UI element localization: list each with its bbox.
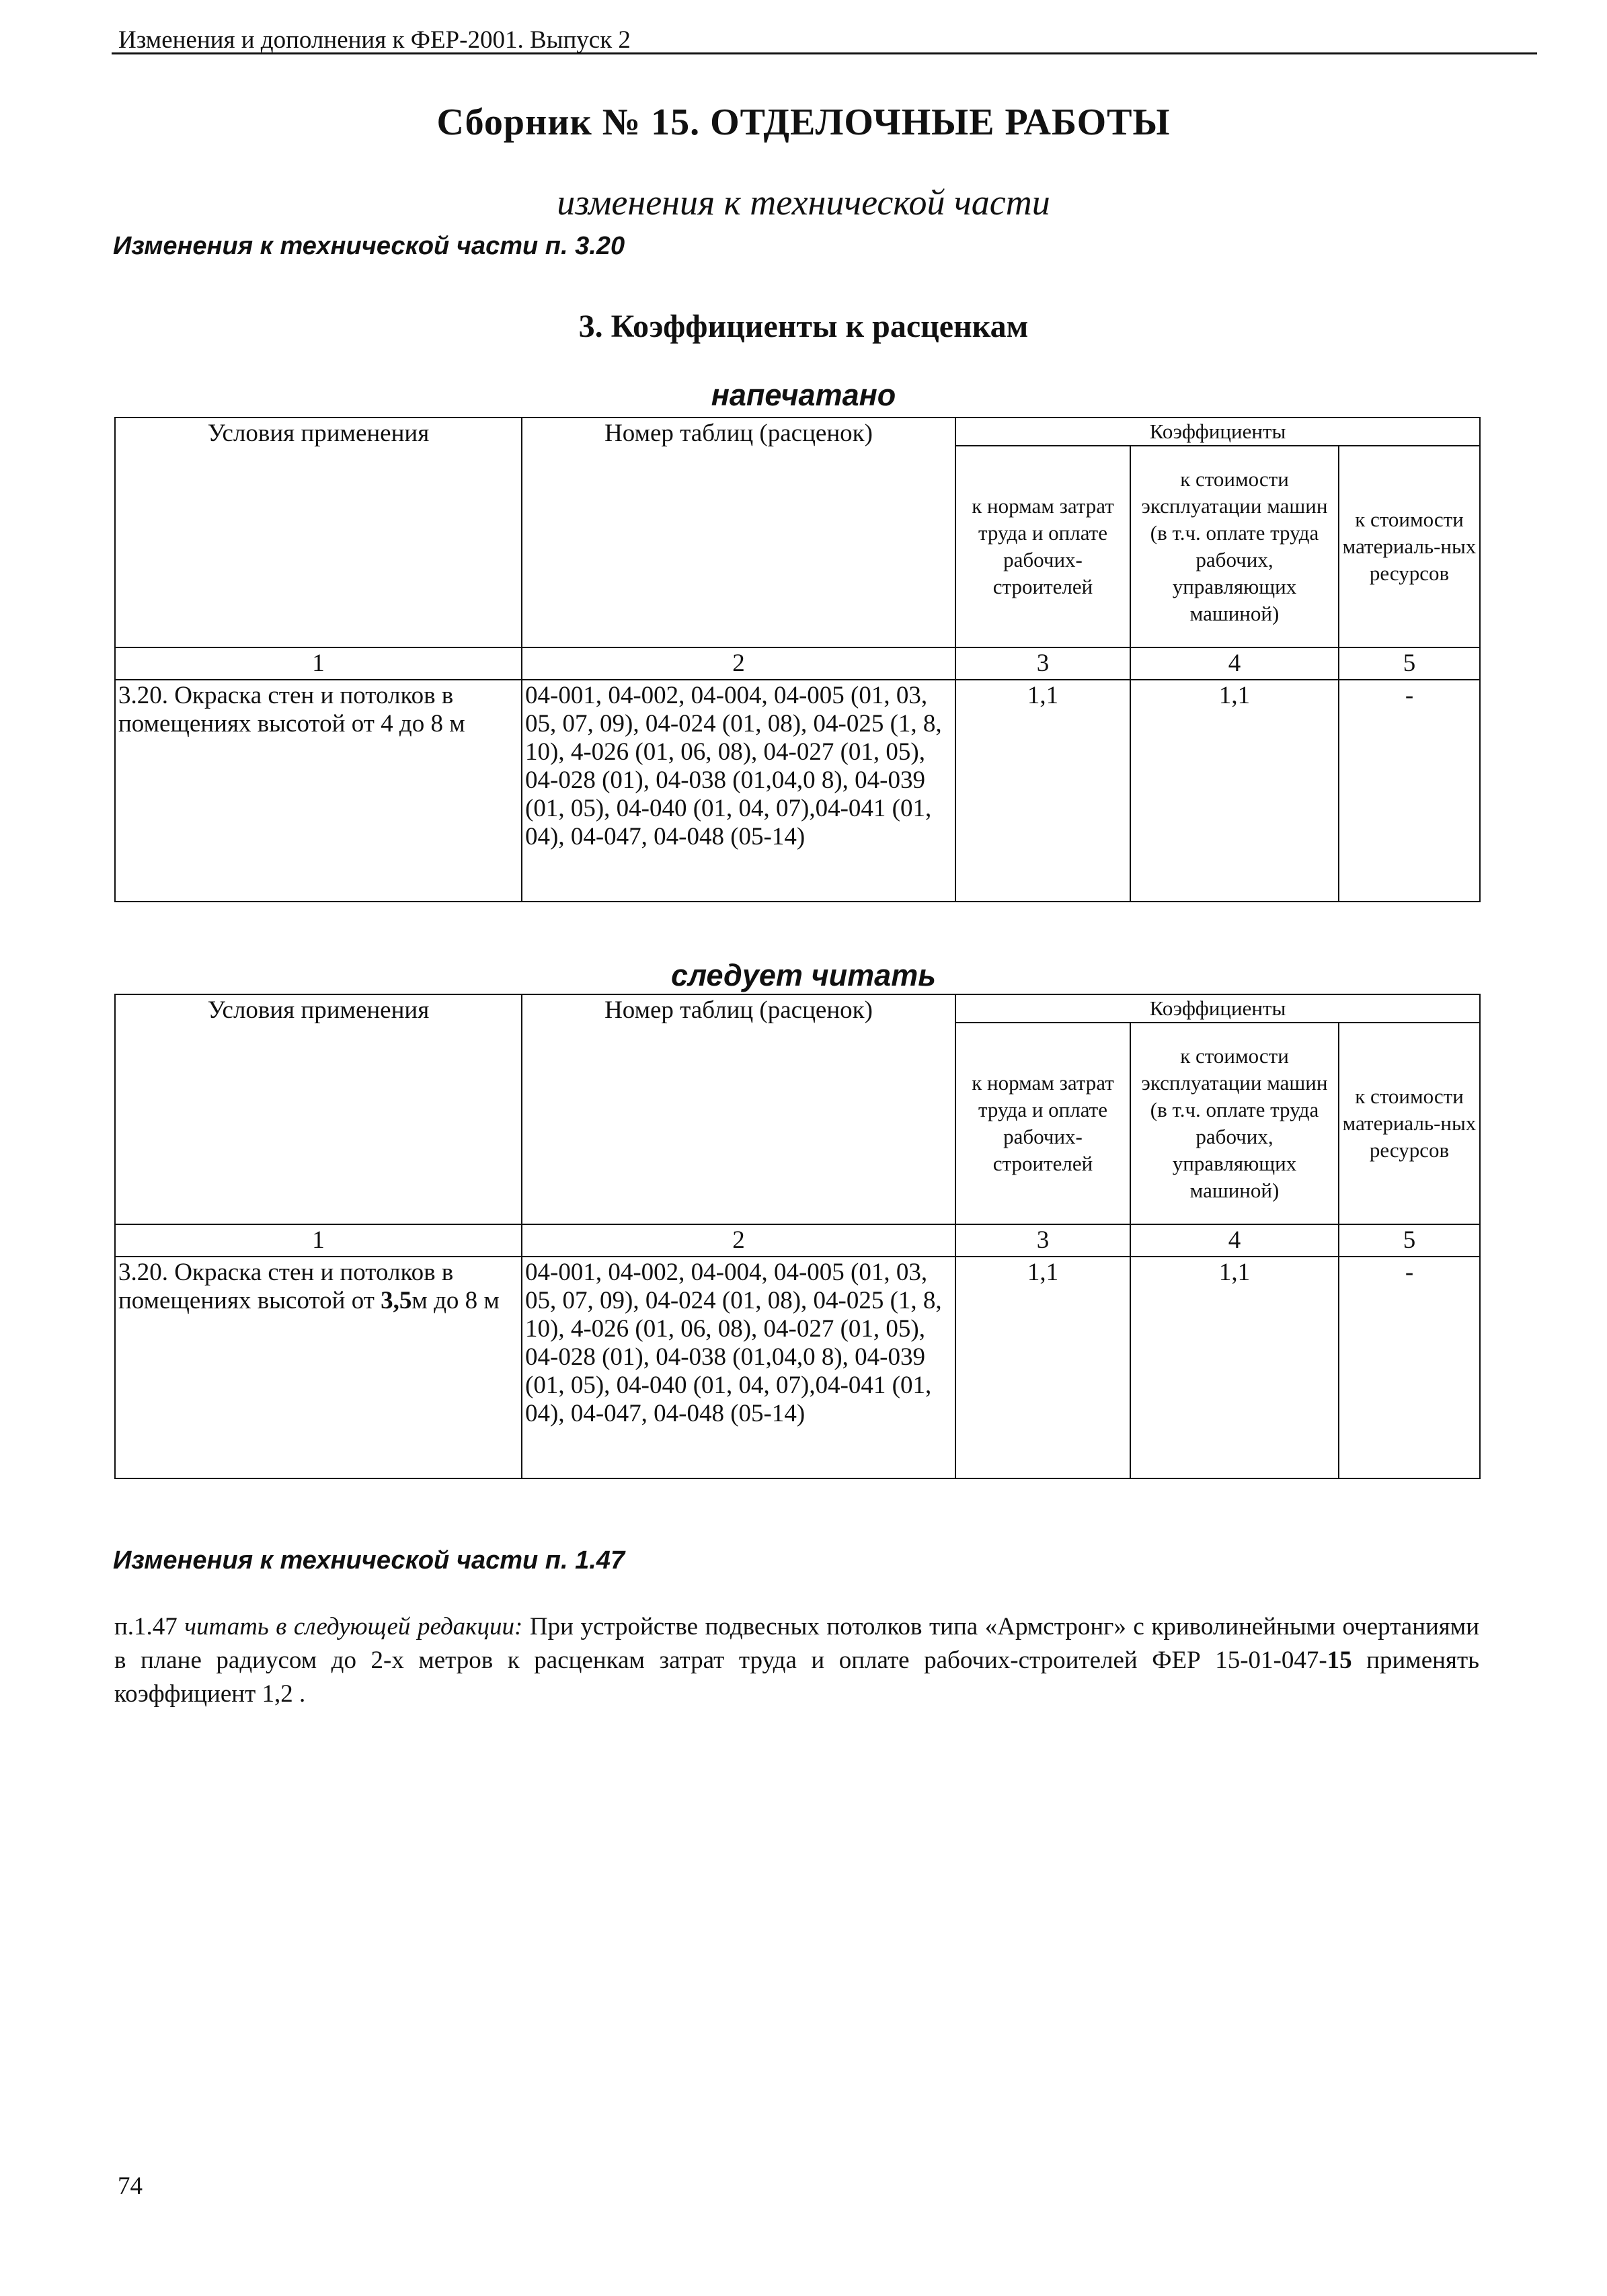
col-number: 4 <box>1130 1224 1339 1257</box>
col-number: 2 <box>522 1224 955 1257</box>
para-bold: 15 <box>1327 1647 1352 1674</box>
header-coefficients: Коэффициенты <box>955 418 1480 446</box>
col-number: 3 <box>955 1224 1130 1257</box>
row-condition: 3.20. Окраска стен и потолков в помещениях высотой от 4 до 8 м <box>115 680 522 902</box>
row-materials-coef: - <box>1339 1257 1480 1478</box>
paragraph-1-47 <box>114 1610 1479 1711</box>
para-text-1: При устройстве подвесных потолков типа «Армстронг» с криволинейными очертаниями в плане радиусом до 2-х метров к расценкам затрат труда и оплате рабочих-строителей ФЕР 15-01-047- <box>114 1613 1480 1674</box>
para-ref: п.1.47 <box>114 1613 178 1640</box>
condition-prefix: 3.20. Окраска стен и потолков в помещениях высотой от <box>118 1259 454 1314</box>
col-number: 2 <box>522 647 955 680</box>
header-labor: к нормам затрат труда и оплате рабочих-строителей <box>955 1023 1130 1224</box>
col-number: 5 <box>1339 647 1480 680</box>
para-italic: читать в следующей редакции: <box>184 1613 523 1640</box>
section-heading-1-47: Изменения к технической части п. 1.47 <box>113 1546 625 1575</box>
section-heading-3-20: Изменения к технической части п. 3.20 <box>113 232 625 260</box>
printed-caption: напечатано <box>711 378 896 412</box>
header-materials: к стоимости материаль-ных ресурсов <box>1339 1023 1480 1224</box>
page-number: 74 <box>118 2172 143 2200</box>
page-title: Сборник № 15. ОТДЕЛОЧНЫЕ РАБОТЫ <box>436 102 1171 143</box>
row-materials-coef: - <box>1339 680 1480 902</box>
corrected-caption: следует читать <box>671 958 936 992</box>
header-conditions: Условия применения <box>115 418 522 647</box>
running-header: Изменения и дополнения к ФЕР-2001. Выпуск 2 <box>118 26 631 54</box>
row-tables: 04-001, 04-002, 04-004, 04-005 (01, 03, 05, 07, 09), 04-024 (01, 08), 04-025 (1, 8, 10), 4-026 (01, 06, 08), 04-027 (01, 05), 04-028 (01), 04-038 (01,04,0 8), 04-039 (01, 05), 04-040 (01, 04, 07),04-041 (01, 04), 04-047, 04-048 (05-14) <box>522 1257 955 1478</box>
row-machines-coef: 1,1 <box>1130 1257 1339 1478</box>
header-machines: к стоимости эксплуатации машин (в т.ч. оплате труда рабочих, управляющих машиной) <box>1130 446 1339 647</box>
header-materials: к стоимости материаль-ных ресурсов <box>1339 446 1480 647</box>
row-condition <box>115 1257 522 1478</box>
col-number: 1 <box>115 647 522 680</box>
header-labor: к нормам затрат труда и оплате рабочих-строителей <box>955 446 1130 647</box>
col-number: 3 <box>955 647 1130 680</box>
row-machines-coef: 1,1 <box>1130 680 1339 902</box>
condition-height-bold: 3,5 <box>381 1287 412 1314</box>
coefficients-heading: 3. Коэффициенты к расценкам <box>578 309 1029 344</box>
header-table-numbers: Номер таблиц (расценок) <box>522 994 955 1224</box>
condition-suffix: м до 8 м <box>411 1287 500 1314</box>
printed-table <box>114 417 1481 902</box>
row-labor-coef: 1,1 <box>955 680 1130 902</box>
page-subtitle: изменения к технической части <box>557 182 1050 223</box>
para-text-2: применять коэффициент 1,2 . <box>114 1647 1479 1708</box>
header-coefficients: Коэффициенты <box>955 994 1480 1023</box>
header-table-numbers: Номер таблиц (расценок) <box>522 418 955 647</box>
header-machines: к стоимости эксплуатации машин (в т.ч. оплате труда рабочих, управляющих машиной) <box>1130 1023 1339 1224</box>
row-tables: 04-001, 04-002, 04-004, 04-005 (01, 03, 05, 07, 09), 04-024 (01, 08), 04-025 (1, 8, 10), 4-026 (01, 06, 08), 04-027 (01, 05), 04-028 (01), 04-038 (01,04,0 8), 04-039 (01, 05), 04-040 (01, 04, 07),04-041 (01, 04), 04-047, 04-048 (05-14) <box>522 680 955 902</box>
header-rule <box>112 52 1537 54</box>
col-number: 4 <box>1130 647 1339 680</box>
col-number: 5 <box>1339 1224 1480 1257</box>
col-number: 1 <box>115 1224 522 1257</box>
header-conditions: Условия применения <box>115 994 522 1224</box>
corrected-table <box>114 994 1481 1479</box>
row-labor-coef: 1,1 <box>955 1257 1130 1478</box>
